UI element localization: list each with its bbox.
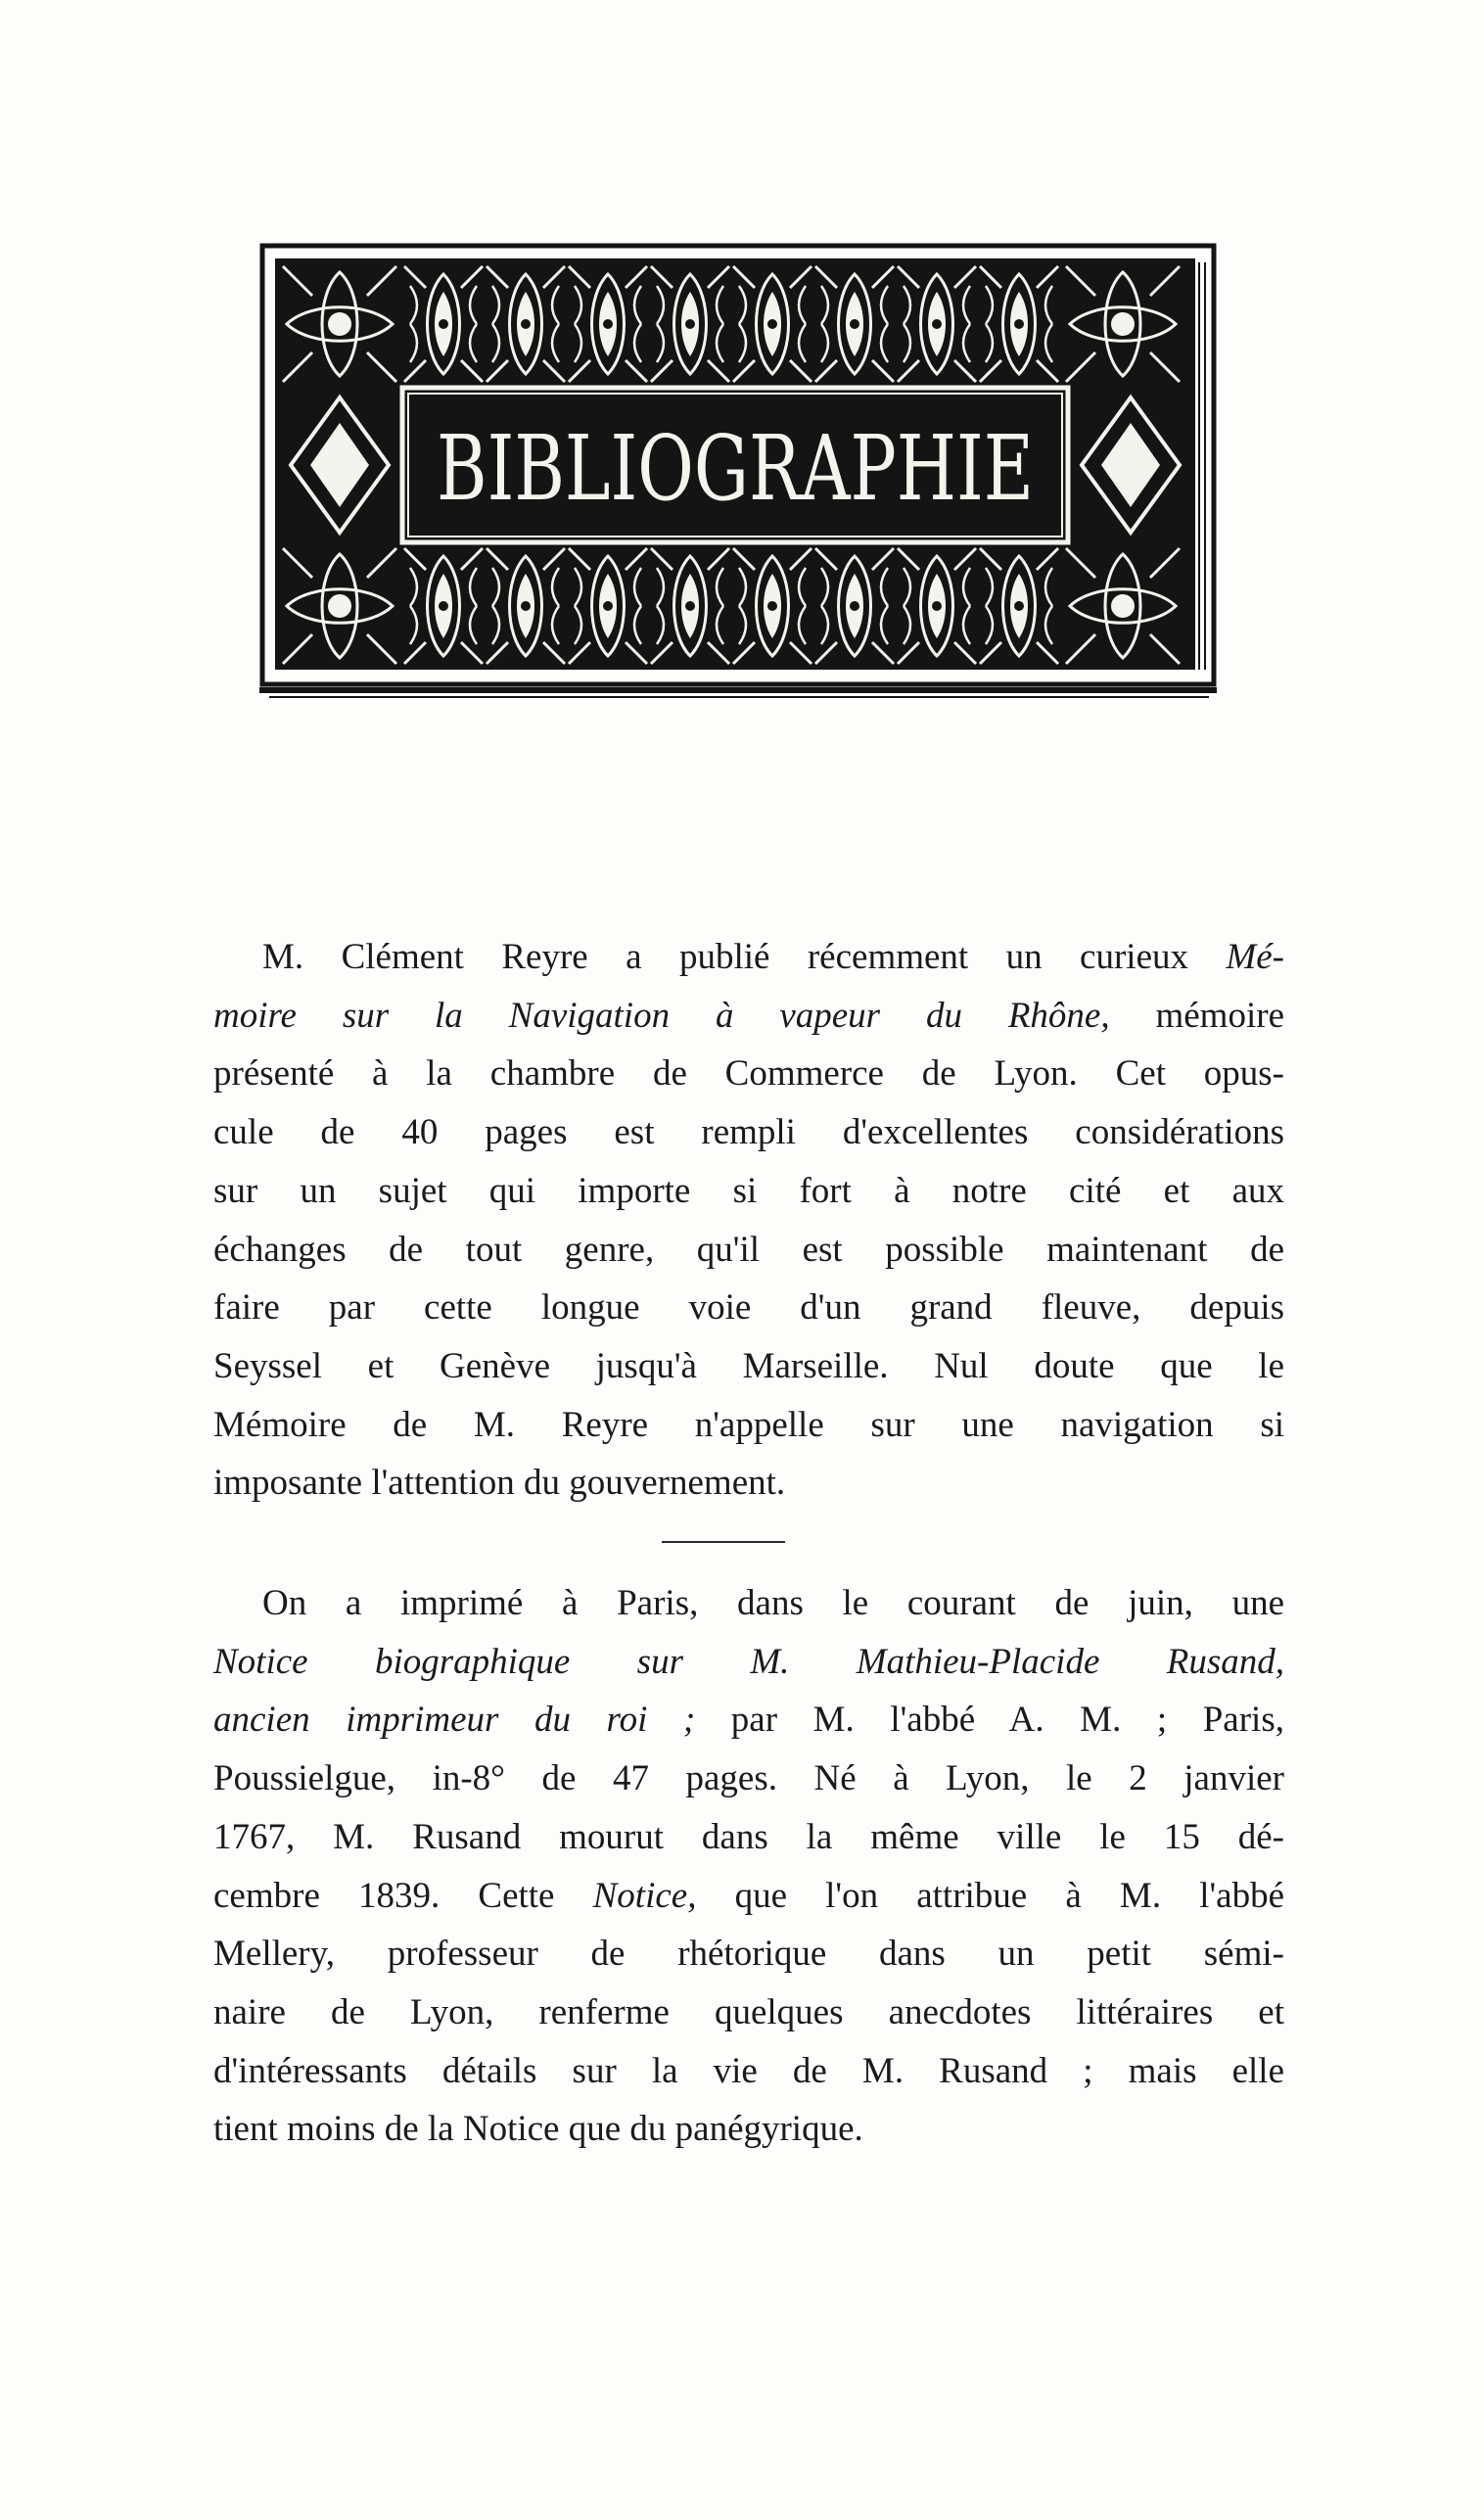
text-line: Seyssel et Genève jusqu'à Marseille. Nul doute que le [213,1345,1284,1386]
text-line: 1767, M. Rusand mourut dans la même ville le 15 dé- [213,1816,1284,1857]
text-line: faire par cette longue voie d'un grand fleuve, depuis [213,1287,1284,1329]
text-line: On a imprimé à Paris, dans le courant de juin, une [262,1583,1284,1623]
text-line: moire sur la Navigation à vapeur du Rhône, mémoire [213,995,1284,1036]
text-line: Mellery, professeur de rhétorique dans un petit sémi- [213,1934,1284,1975]
text-line: échanges de tout genre, qu'il est possible maintenant de [213,1229,1284,1270]
text-line: ancien imprimeur du roi ; par M. l'abbé A. M. ; Paris, [213,1700,1284,1741]
text-line: Notice biographique sur M. Mathieu-Placide Rusand, [213,1641,1284,1682]
text-line: cule de 40 pages est rempli d'excellentes considérations [213,1112,1284,1153]
text-line: cembre 1839. Cette Notice, que l'on attribue à M. l'abbé [213,1875,1284,1916]
text-line: naire de Lyon, renferme quelques anecdotes littéraires et [213,1991,1284,2032]
text-line: sur un sujet qui importe si fort à notre cité et aux [213,1170,1284,1211]
bibliographie-banner [259,243,1217,701]
text-line: présenté à la chambre de Commerce de Lyon. Cet opus- [213,1053,1284,1095]
banner-title: BIBLIOGRAPHIE [437,416,1034,521]
article-rusand-notice [213,1574,1284,2159]
text-line: M. Clément Reyre a publié récemment un curieux Mé- [262,937,1284,977]
text-line: Mémoire de M. Reyre n'appelle sur une navigation si [213,1404,1284,1445]
text-line: d'intéressants détails sur la vie de M. Rusand ; mais elle [213,2050,1284,2091]
article-reyre-navigation [213,928,1284,1513]
text-line: tient moins de la Notice que du panégyrique. [213,2109,863,2150]
section-divider [662,1541,785,1543]
text-line: Poussielgue, in-8° de 47 pages. Né à Lyon, le 2 janvier [213,1758,1284,1799]
text-line: imposante l'attention du gouvernement. [213,1463,786,1504]
